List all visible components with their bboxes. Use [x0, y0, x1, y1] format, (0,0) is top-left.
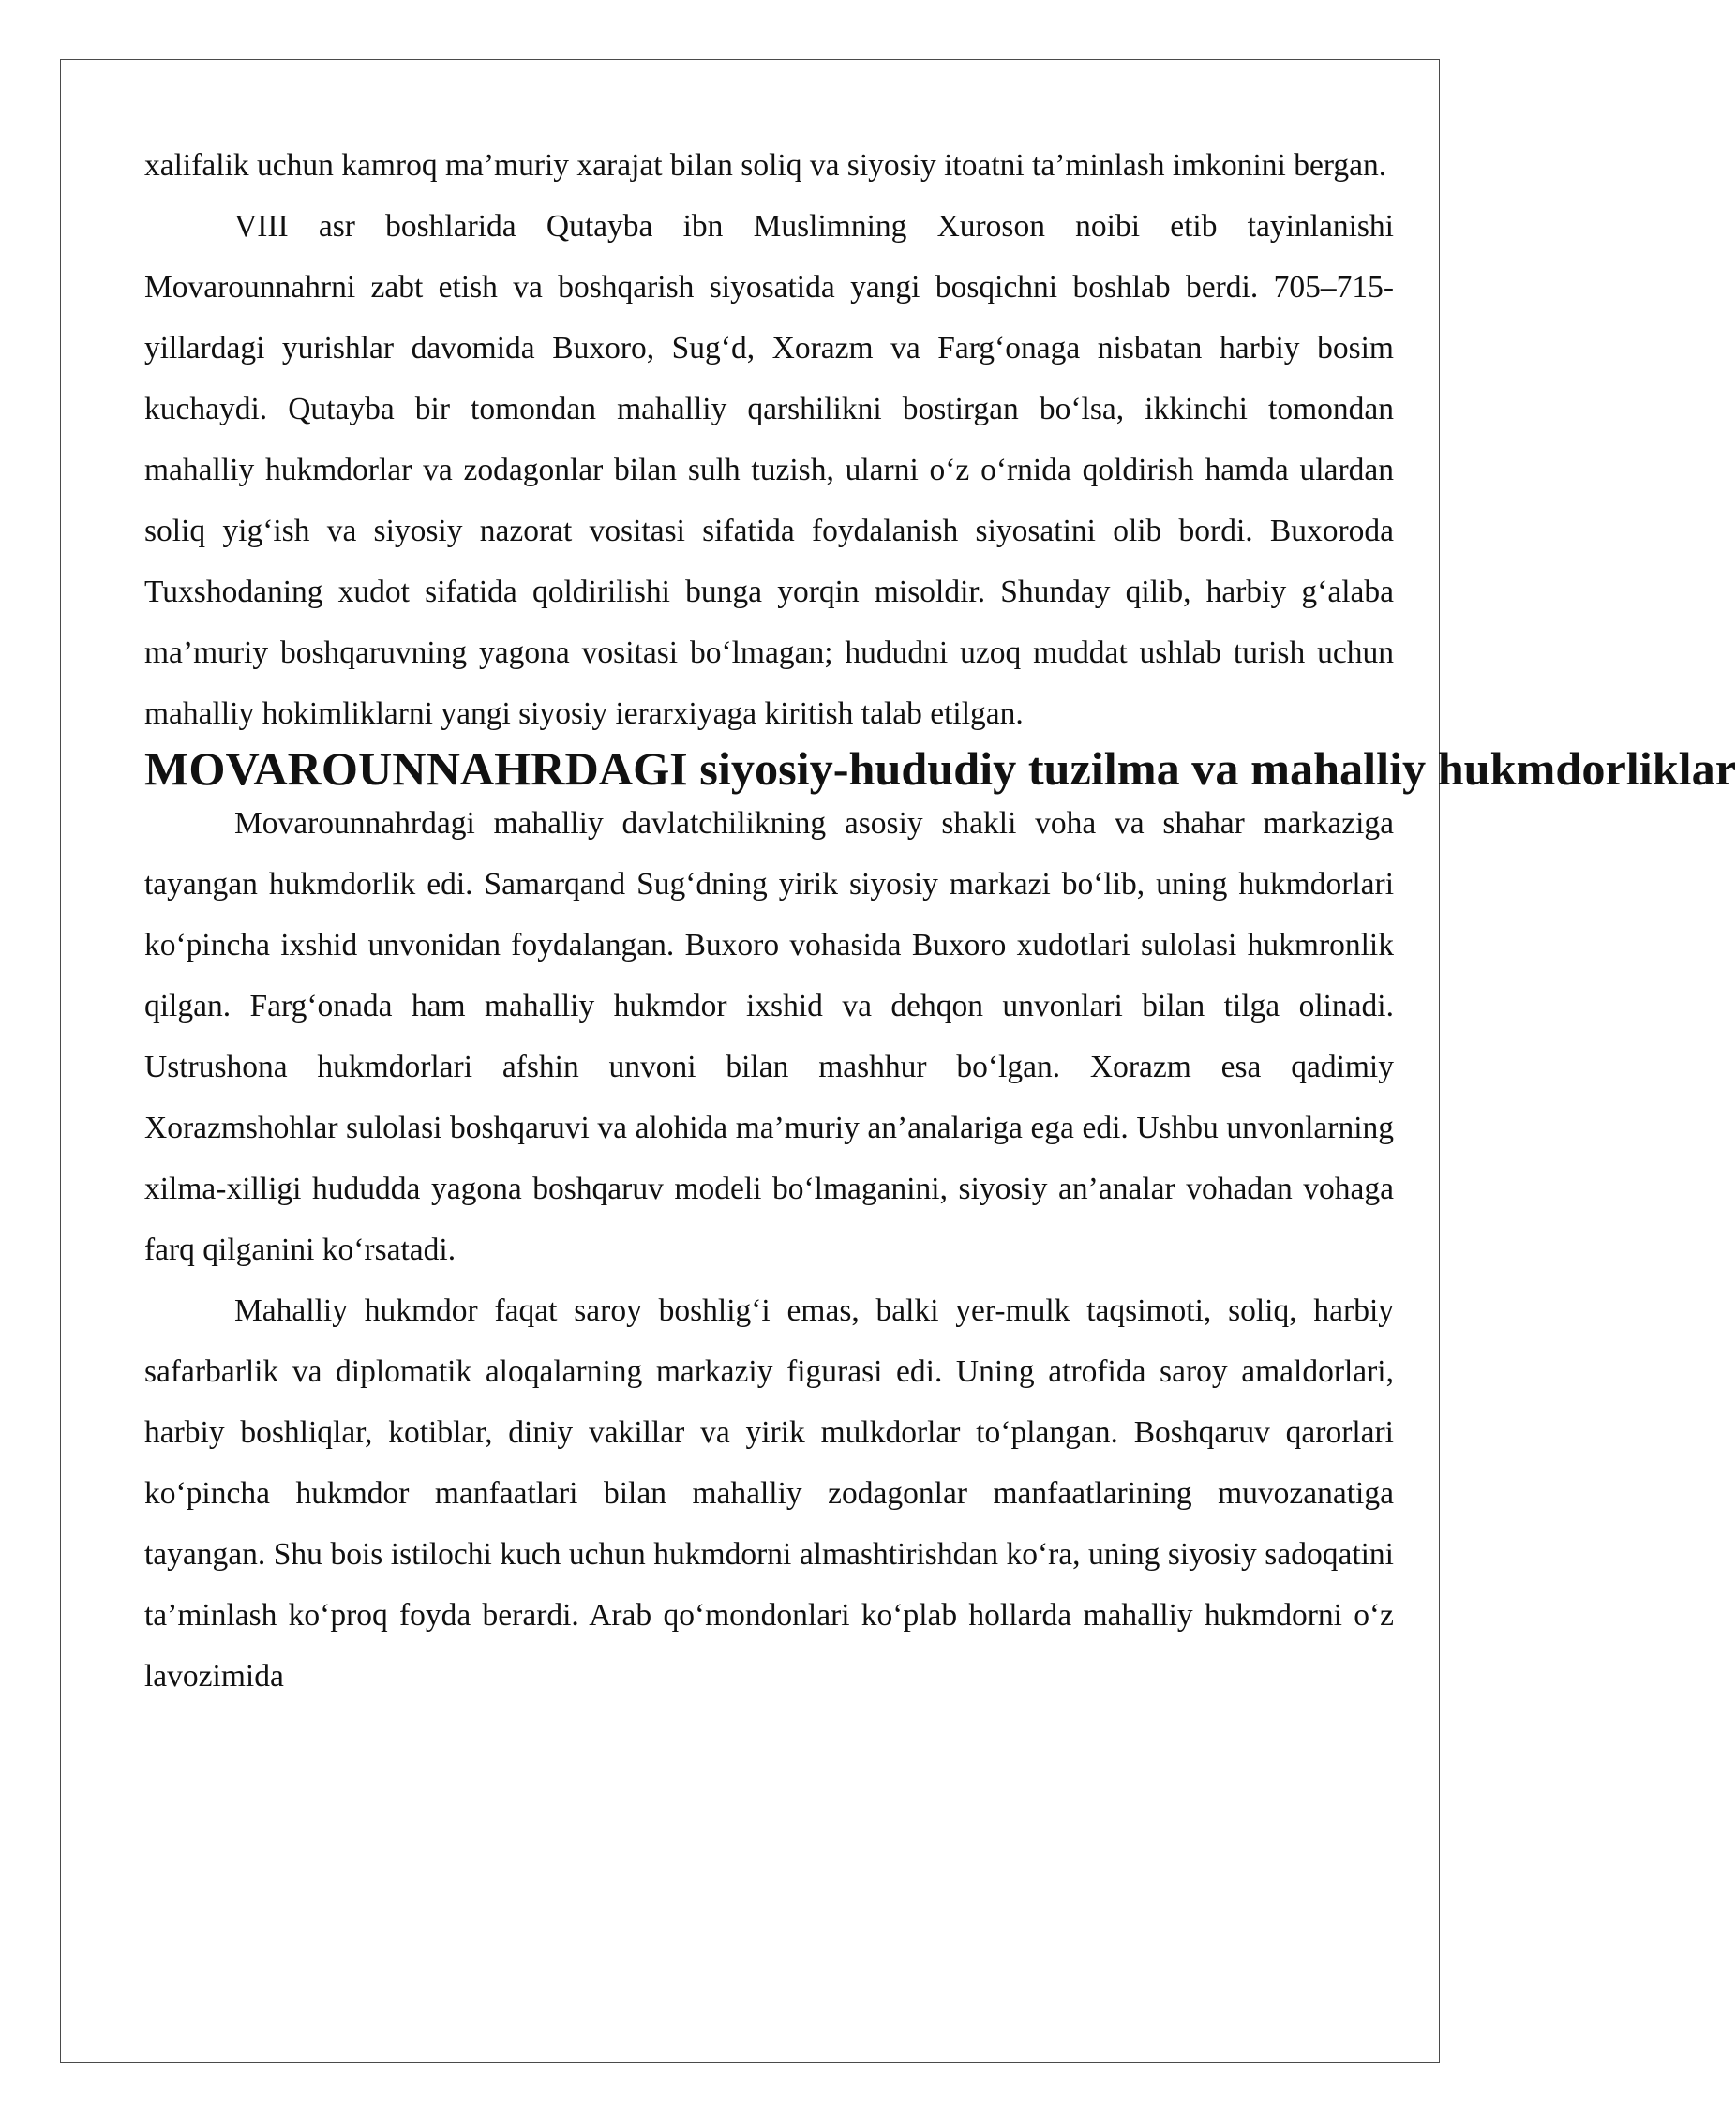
document-body	[144, 135, 1736, 1707]
paragraph-local-ruler: Mahalliy hukmdor faqat saroy boshlig‘i emas, balki yer-mulk taqsimoti, soliq, harbiy safarbarlik va diplomatik aloqalarning markaziy figurasi edi. Uning atrofida saroy amaldorlari, harbiy boshliqlar, kotiblar, diniy vakillar va yirik mulkdorlar to‘plangan. Boshqaruv qarorlari ko‘pincha hukmdor manfaatlari bilan mahalliy zodagonlar manfaatlarining muvozanatiga tayangan. Shu bois istilochi kuch uchun hukmdorni almashtirishdan ko‘ra, uning siyosiy sadoqatini ta’minlash ko‘proq foyda berardi. Arab qo‘mondonlari ko‘plab hollarda mahalliy hukmdorni o‘z lavozimida	[144, 1293, 1394, 1694]
section-heading: MOVAROUNNAHRDAGI siyosiy-hududiy tuzilma va mahalliy hukmdorliklar	[144, 742, 1736, 795]
paragraph-local-states: Movarounnahrdagi mahalliy davlatchilikning asosiy shakli voha va shahar markaziga tayangan hukmdorlik edi. Samarqand Sug‘dning yirik siyosiy markazi bo‘lib, uning hukmdorlari ko‘pincha ixshid unvonidan foydalangan. Buxoro vohasida Buxoro xudotlari sulolasi hukmronlik qilgan. Farg‘onada ham mahalliy hukmdor ixshid va dehqon unvonlari bilan tilga olinadi. Ustrushona hukmdorlari afshin unvoni bilan mashhur bo‘lgan. Xorazm esa qadimiy Xorazmshohlar sulolasi boshqaruvi va alohida ma’muriy an’analariga ega edi. Ushbu unvonlarning xilma-xilligi hududda yagona boshqaruv modeli bo‘lmaganini, siyosiy an’analar vohadan vohaga farq qilganini ko‘rsatadi.	[144, 806, 1394, 1267]
paragraph-continuation: xalifalik uchun kamroq ma’muriy xarajat bilan soliq va siyosiy itoatni ta’minlash imkonini bergan.	[144, 148, 1387, 183]
paragraph-qutayba: VIII asr boshlarida Qutayba ibn Muslimning Xuroson noibi etib tayinlanishi Movarounnahrni zabt etish va boshqarish siyosatida yangi bosqichni boshlab berdi. 705–715-yillardagi yurishlar davomida Buxoro, Sug‘d, Xorazm va Farg‘onaga nisbatan harbiy bosim kuchaydi. Qutayba bir tomondan mahalliy qarshilikni bostirgan bo‘lsa, ikkinchi tomondan mahalliy hukmdorlar va zodagonlar bilan sulh tuzish, ularni o‘z o‘rnida qoldirish hamda ulardan soliq yig‘ish va siyosiy nazorat vositasi sifatida foydalanish siyosatini olib bordi. Buxoroda Tuxshodaning xudot sifatida qoldirilishi bunga yorqin misoldir. Shunday qilib, harbiy g‘alaba ma’muriy boshqaruvning yagona vositasi bo‘lmagan; hududni uzoq muddat ushlab turish uchun mahalliy hokimliklarni yangi siyosiy ierarxiyaga kiritish talab etilgan.	[144, 209, 1394, 731]
